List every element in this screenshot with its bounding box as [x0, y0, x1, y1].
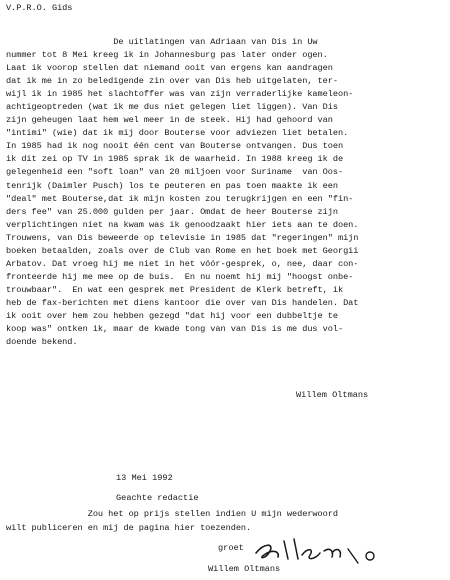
body-line: Trouwens, van Dis beweerde op televisie in 1985 dat "regeringen" mijn: [6, 232, 359, 243]
body-line: boeken betaalden, zoals over de Club van Rome en het boek met Georgii: [6, 245, 359, 256]
letter-body: [6, 36, 446, 349]
body-line: verplichtingen niet na kwam was ik genoodzaakt hier iets aan te doen.: [6, 219, 359, 230]
body-line: gelegenheid een "soft loan" van 20 miljoen voor Suriname van Oos-: [6, 167, 344, 178]
body-line: In 1985 had ik nog nooit één cent van Bouterse ontvangen. Dus toen: [6, 141, 344, 152]
letter-header: V.P.R.O. Gids: [6, 3, 73, 13]
body-line: "intimi" (wie) dat ik mij door Bouterse voor adviezen liet betalen.: [6, 128, 349, 139]
body-line: doende bekend.: [6, 337, 78, 348]
handwritten-signature: [250, 537, 380, 565]
body-line: De uitlatingen van Adriaan van Dis in Uw: [6, 37, 318, 47]
body-line: heb de fax-berichten met diens kantoor die over van Dis handelen. Dat: [6, 297, 359, 308]
signature-name-2: Willem Oltmans: [208, 564, 281, 574]
signature-name: Willem Oltmans: [296, 390, 369, 400]
closing-greeting: groet: [218, 543, 244, 553]
request-line: Zou het op prijs stellen indien U mijn wederwoord: [6, 509, 338, 519]
body-line: tenrijk (Daimler Pusch) los te peuteren en pas toen maakte ik een: [6, 180, 338, 191]
salutation: Geachte redactie: [116, 493, 199, 503]
body-line: wijl ik in 1985 het slachtoffer was van zijn verraderlijke kameleon-: [6, 89, 354, 100]
body-line: trouwbaar". En wat een gesprek met President de Klerk betreft, ik: [6, 284, 344, 295]
body-line: zijn geheugen laat hem wel meer in de steek. Hij had gehoord van: [6, 115, 333, 126]
request-line: wilt publiceren en mij de pagina hier toezenden.: [6, 522, 252, 533]
body-line: koop was" ontken ik, maar de kwade tong van van Dis is me dus vol-: [6, 324, 344, 335]
body-line: dat ik me in zo beledigende zin over van Dis heb uitgelaten, ter-: [6, 76, 338, 87]
body-line: fronteerde hij me mee op de buis. En nu noemt hij mij "hoogst onbe-: [6, 271, 354, 282]
request-paragraph: [6, 508, 446, 535]
body-line: Laat ik voorop stellen dat niemand ooit van ergens kan aandragen: [6, 63, 333, 74]
body-line: nummer tot 8 Mei kreeg ik in Johannesburg pas later onder ogen.: [6, 50, 328, 61]
letter-date: 13 Mei 1992: [116, 473, 173, 483]
body-line: ik dit zei op TV in 1985 sprak ik de waarheid. In 1988 kreeg ik de: [6, 154, 344, 165]
body-line: ders fee" van 25.000 gulden per jaar. Omdat de heer Bouterse zijn: [6, 206, 338, 217]
body-line: achtigeoptreden (wat ik me dus niet gelegen liet liggen). Van Dis: [6, 102, 338, 113]
body-line: ik ooit over hem zou hebben gezegd "dat hij voor een dubbeltje te: [6, 310, 338, 321]
body-line: "deal" met Bouterse,dat ik mijn kosten zou terugkrijgen en een "fin-: [6, 193, 354, 204]
body-line: Arbatov. Dat vroeg hij me niet in het vóór-gesprek, o, nee, daar con-: [6, 258, 359, 269]
